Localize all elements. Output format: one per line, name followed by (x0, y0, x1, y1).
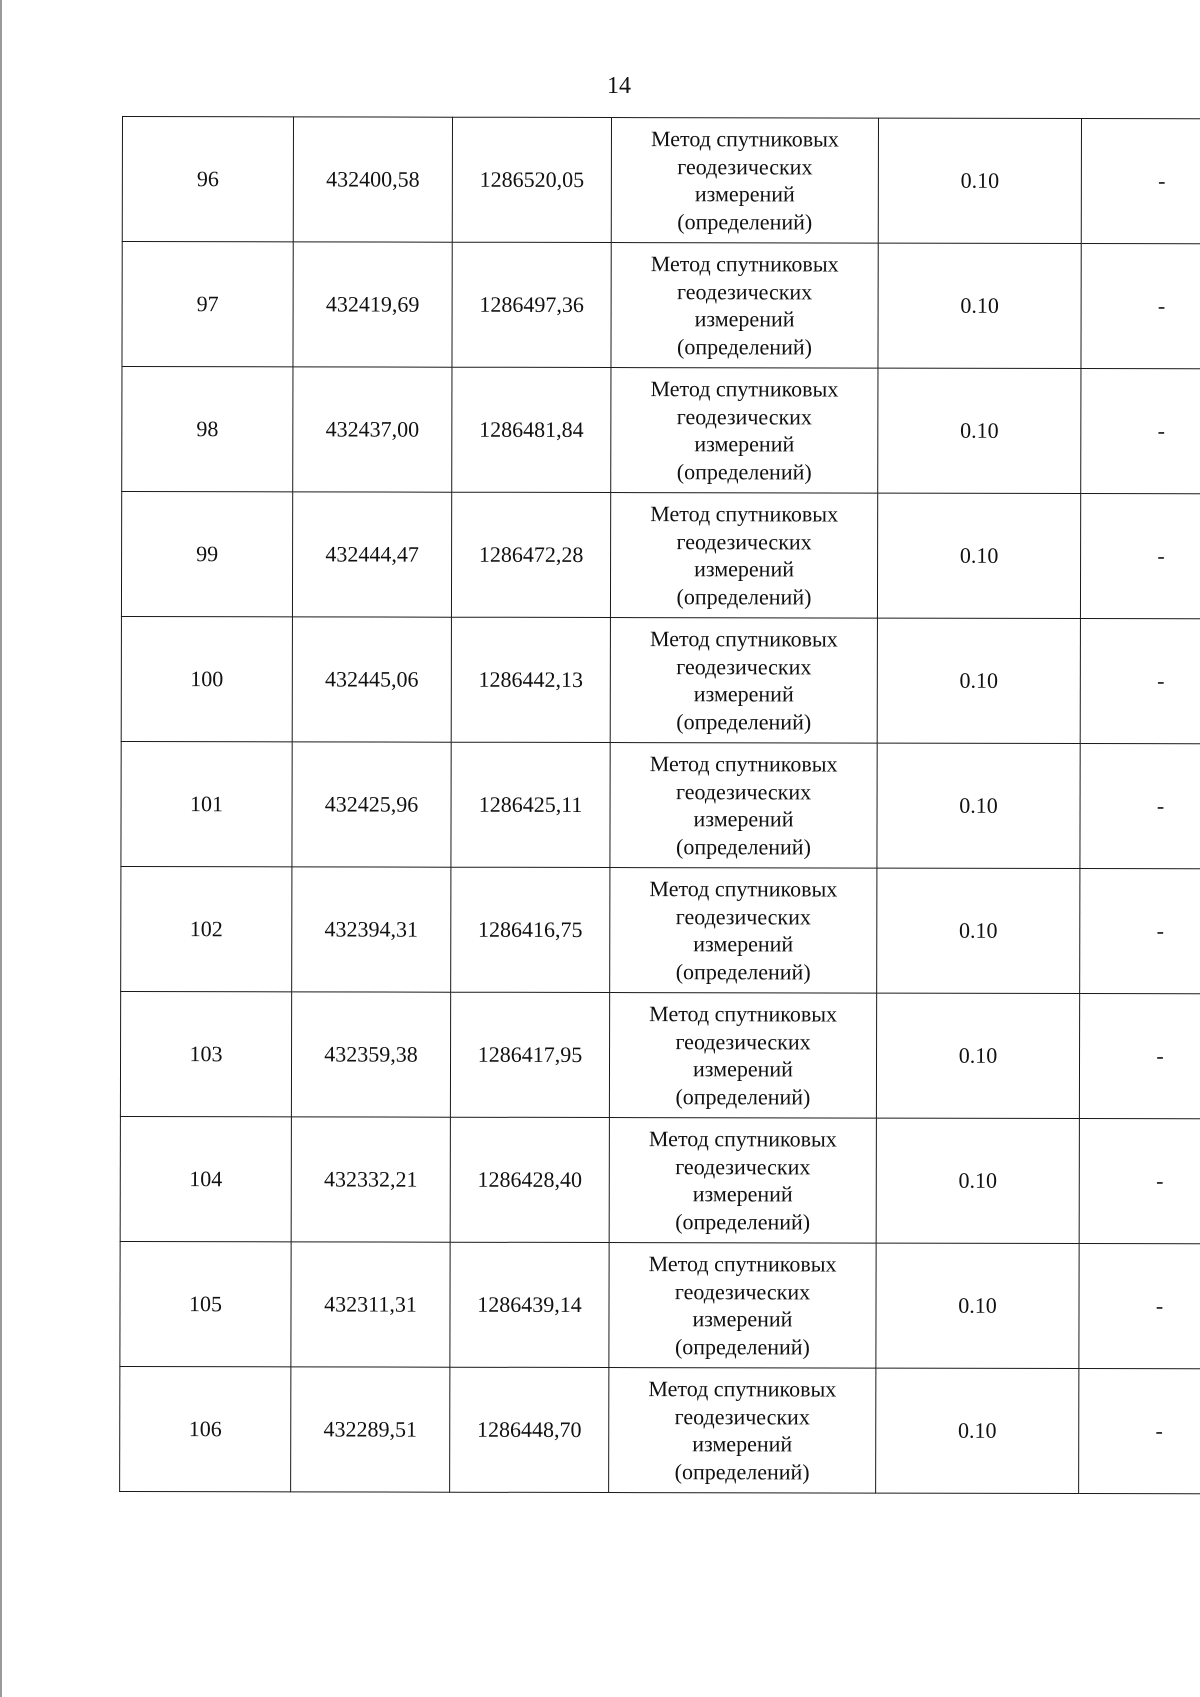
x-coordinate-cell: 432359,38 (291, 992, 450, 1117)
method-cell (610, 493, 877, 619)
y-coordinate-cell: 1286439,14 (450, 1242, 609, 1367)
method-cell (609, 1118, 876, 1244)
x-coordinate-cell: 432311,31 (291, 1242, 450, 1367)
note-cell: - (1079, 1369, 1200, 1494)
x-coordinate-cell: 432332,21 (291, 1117, 450, 1242)
point-number-cell: 105 (120, 1241, 291, 1366)
y-coordinate-cell: 1286416,75 (451, 867, 610, 992)
y-coordinate-cell: 1286481,84 (452, 367, 611, 492)
x-coordinate-cell: 432425,96 (292, 742, 451, 867)
method-cell (610, 868, 877, 994)
y-coordinate-cell: 1286425,11 (451, 742, 610, 867)
note-cell: - (1080, 869, 1200, 994)
table-row (121, 866, 1200, 993)
note-cell: - (1080, 494, 1200, 619)
point-number-cell: 106 (120, 1366, 291, 1491)
x-coordinate-cell: 432437,00 (293, 367, 452, 492)
method-cell (609, 1243, 876, 1369)
accuracy-cell: 0.10 (877, 493, 1080, 618)
method-line: геодезических (674, 1278, 811, 1304)
method-line: измерений (694, 431, 795, 457)
method-line: (определений) (674, 1333, 810, 1359)
point-number-cell: 100 (121, 616, 292, 741)
method-line: (определений) (676, 458, 812, 484)
accuracy-cell: 0.10 (876, 1243, 1079, 1368)
method-line: (определений) (677, 333, 812, 359)
table-row (120, 1366, 1200, 1493)
note-cell: - (1081, 369, 1200, 494)
method-line: Метод спутниковых (649, 626, 838, 652)
point-number-cell: 103 (120, 991, 291, 1116)
method-line: (определений) (675, 833, 811, 859)
method-line: измерений (692, 1181, 793, 1207)
method-cell (611, 118, 878, 244)
note-cell: - (1079, 994, 1200, 1119)
method-line: Метод спутниковых (649, 751, 838, 777)
accuracy-cell: 0.10 (877, 618, 1080, 743)
y-coordinate-cell: 1286428,40 (450, 1117, 609, 1242)
y-coordinate-cell: 1286497,36 (452, 242, 611, 367)
method-line: геодезических (676, 528, 812, 554)
table-row (122, 242, 1200, 369)
note-cell: - (1080, 619, 1200, 744)
point-number-cell: 104 (120, 1116, 291, 1241)
y-coordinate-cell: 1286442,13 (451, 617, 610, 742)
method-line: измерений (694, 556, 795, 582)
point-number-cell: 99 (121, 492, 292, 617)
accuracy-cell: 0.10 (876, 1368, 1079, 1493)
point-number-cell: 102 (121, 866, 292, 991)
table-row (121, 492, 1200, 619)
point-number-cell: 101 (121, 741, 292, 866)
method-line: (определений) (674, 1458, 810, 1484)
method-cell (611, 368, 878, 494)
x-coordinate-cell: 432419,69 (293, 242, 452, 367)
note-cell: - (1080, 744, 1200, 869)
x-coordinate-cell: 432394,31 (292, 867, 451, 992)
method-line: Метод спутниковых (648, 1376, 837, 1402)
method-line: геодезических (677, 153, 813, 179)
table-row (122, 367, 1200, 494)
table-row (121, 616, 1200, 743)
method-line: геодезических (674, 1403, 810, 1429)
method-line: измерений (694, 306, 795, 332)
accuracy-cell: 0.10 (876, 993, 1079, 1118)
x-coordinate-cell: 432444,47 (292, 492, 451, 617)
method-line: геодезических (675, 903, 811, 929)
method-cell (611, 243, 878, 369)
x-coordinate-cell: 432289,51 (291, 1367, 450, 1492)
scan-edge (0, 0, 2, 1697)
method-line: Метод спутниковых (648, 1251, 837, 1277)
note-cell: - (1079, 1244, 1200, 1369)
method-line: Метод спутниковых (650, 126, 839, 152)
x-coordinate-cell: 432445,06 (292, 617, 451, 742)
method-line: геодезических (675, 1153, 811, 1179)
method-line: Метод спутниковых (649, 876, 838, 902)
method-line: геодезических (677, 278, 813, 304)
y-coordinate-cell: 1286472,28 (451, 492, 610, 617)
note-cell: - (1081, 244, 1200, 369)
method-line: измерений (693, 681, 794, 707)
table-row (120, 991, 1200, 1118)
method-line: (определений) (675, 1083, 811, 1109)
accuracy-cell: 0.10 (878, 368, 1081, 493)
method-line: измерений (693, 806, 794, 832)
method-line: Метод спутниковых (648, 1126, 837, 1152)
method-line: Метод спутниковых (650, 251, 839, 277)
point-number-cell: 97 (122, 242, 293, 367)
method-line: геодезических (675, 1028, 811, 1054)
table-row (120, 1241, 1200, 1368)
method-line: измерений (692, 1431, 793, 1457)
coordinates-table-body (120, 117, 1200, 1494)
table-row (122, 117, 1200, 244)
method-line: (определений) (675, 958, 811, 984)
y-coordinate-cell: 1286448,70 (450, 1367, 609, 1492)
point-number-cell: 98 (122, 367, 293, 492)
method-line: (определений) (677, 208, 813, 234)
method-line: измерений (693, 931, 794, 957)
method-line: измерений (692, 1306, 793, 1332)
method-cell (609, 1368, 876, 1494)
method-line: Метод спутниковых (650, 501, 839, 527)
method-line: измерений (693, 1056, 794, 1082)
coordinates-table (119, 116, 1200, 1494)
method-line: (определений) (676, 583, 812, 609)
method-line: геодезических (675, 778, 812, 804)
note-cell: - (1079, 1119, 1200, 1244)
method-line: (определений) (676, 708, 812, 734)
table-row (120, 1116, 1200, 1243)
note-cell: - (1081, 119, 1200, 244)
method-cell (609, 993, 876, 1119)
method-line: Метод спутниковых (650, 376, 839, 402)
method-line: (определений) (675, 1208, 811, 1234)
accuracy-cell: 0.10 (876, 1118, 1079, 1243)
x-coordinate-cell: 432400,58 (293, 117, 452, 242)
y-coordinate-cell: 1286520,05 (452, 117, 611, 242)
accuracy-cell: 0.10 (878, 118, 1081, 243)
y-coordinate-cell: 1286417,95 (450, 992, 609, 1117)
page-number: 14 (607, 73, 631, 99)
accuracy-cell: 0.10 (878, 243, 1081, 368)
accuracy-cell: 0.10 (877, 868, 1080, 993)
method-line: геодезических (676, 653, 812, 679)
point-number-cell: 96 (122, 117, 293, 242)
method-cell (610, 618, 877, 744)
accuracy-cell: 0.10 (877, 743, 1080, 868)
method-line: измерений (694, 181, 795, 207)
method-cell (610, 743, 877, 869)
method-line: геодезических (676, 403, 812, 429)
method-line: Метод спутниковых (649, 1001, 838, 1027)
table-row (121, 741, 1200, 868)
